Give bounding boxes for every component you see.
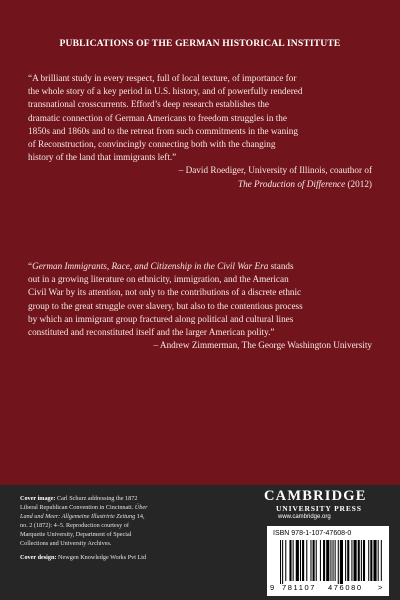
barcode-bar [368, 540, 369, 581]
quote-line: transnational crosscurrents. Efford’s deep research establishes the [28, 99, 269, 110]
review-quote-zimmerman [28, 260, 372, 352]
publisher-logo [262, 489, 387, 521]
quote-line: constituted and reconstituted itself and the larger American polity.” [28, 327, 275, 338]
quote-attribution-work [28, 178, 372, 191]
credit-line [20, 553, 252, 562]
credit-line: Collections and University Archives. [20, 540, 112, 547]
barcode-bar [370, 540, 372, 581]
barcode-bar [320, 540, 321, 581]
publisher-url: www.cambridge.org [278, 514, 331, 520]
cover-image-label: Cover image: [20, 495, 56, 502]
journal-title: Land und Meer: Allgemeine Illustrirte Zeitung [20, 513, 136, 520]
barcode-bar [282, 540, 283, 584]
barcode-bar [335, 540, 336, 581]
barcode-bar [306, 540, 307, 581]
cover-image-text: Liberal Republican Convention in Cincinnati. [20, 504, 135, 511]
barcode-bar [296, 540, 299, 581]
cover-design-label: Cover design: [20, 554, 57, 561]
cover-image-text: Carl Schurz addressing the 1872 [55, 495, 138, 502]
quote-attribution: – David Roediger, University of Illinois, coauthor of [178, 165, 372, 176]
quote-line: the whole story of a key period in U.S. history, and of powerfully rendered [28, 86, 303, 97]
quote-line: group to the great struggle over slavery, but also to the contentious process [28, 300, 303, 311]
barcode-bar [354, 540, 357, 581]
quote-text: stands [268, 261, 294, 271]
quote-line: by which an immigrant group fractured along political and cultural lines [28, 313, 294, 324]
barcode-bar [316, 540, 317, 581]
barcode-bar [326, 540, 329, 581]
barcode-bar [310, 540, 311, 581]
review-quote-roediger [28, 72, 372, 191]
barcode-bar [330, 540, 331, 581]
barcode-bar [347, 540, 349, 581]
barcode-digits-right: 476080 [328, 583, 363, 592]
barcode-icon [270, 540, 386, 584]
barcode-bar [358, 540, 360, 581]
isbn-barcode [267, 526, 389, 596]
barcode-bar [378, 540, 379, 581]
journal-title: Über [134, 504, 148, 511]
quote-line: history of the land that immigrants left.” [28, 152, 177, 163]
credit-line [20, 512, 252, 521]
cover-credits [20, 494, 252, 562]
barcode-digits-left: 781107 [282, 583, 317, 592]
barcode-bar [280, 540, 281, 584]
journal-volume: 14, [135, 513, 145, 520]
quote-line [28, 260, 372, 273]
barcode-bar [285, 540, 286, 581]
barcode-bar [302, 540, 304, 581]
quote-line: dramatic connection of German Americans to freedom struggles in the [28, 112, 287, 123]
bottom-panel [0, 485, 400, 600]
credit-line [20, 494, 252, 503]
series-title: PUBLICATIONS OF THE GERMAN HISTORICAL INSTITUTE [59, 38, 341, 49]
quote-line: of Reconstruction, convincingly connecting both with the changing [28, 139, 276, 150]
work-year: (2012) [345, 178, 372, 189]
publisher-name: CAMBRIDGE [264, 488, 367, 504]
barcode-bar [300, 540, 301, 581]
quote-line: 1850s and 1860s and to the retreat from such commitments in the waning [28, 125, 298, 136]
publisher-subtitle: UNIVERSITY PRESS [276, 504, 362, 513]
barcode-digit-first: 9 [270, 583, 275, 592]
credit-line: no. 2 (1872): 4–5. Reproduction courtesy of [20, 522, 129, 529]
barcode-bar [333, 540, 334, 581]
barcode-arrow: > [378, 583, 383, 592]
work-title: The Production of Difference [237, 178, 346, 189]
barcode-bar [361, 540, 362, 581]
barcode-bar [338, 540, 339, 584]
barcode-bar [313, 540, 315, 581]
barcode-bar [323, 540, 325, 581]
quote-line: “A brilliant study in every respect, full of local texture, of importance for [28, 73, 297, 83]
barcode-bar [363, 540, 365, 581]
cover-design-text: Newgen Knowledge Works Pvt Ltd [56, 554, 147, 561]
barcode-bar [351, 540, 352, 581]
quote-line: out in a growing literature on ethnicity, immigration, and the American [28, 274, 289, 285]
barcode-bar [381, 540, 382, 581]
barcode-bar [289, 540, 291, 581]
barcode-bar [340, 540, 343, 584]
open-quote: “ [28, 261, 33, 271]
barcode-bar [373, 540, 376, 581]
isbn-label: ISBN 978-1-107-47608-0 [273, 530, 352, 537]
credit-line: Marquette University, Department of Special [20, 531, 132, 538]
barcode-bar [345, 540, 346, 581]
quote-attribution: – Andrew Zimmerman, The George Washington University [153, 340, 372, 351]
credit-line [20, 503, 252, 512]
barcode-bar [293, 540, 294, 581]
book-title: German Immigrants, Race, and Citizenship in the Civil War Era [32, 261, 269, 271]
quote-line: Civil War by its attention, not only to the contributions of a discrete ethnic [28, 287, 302, 298]
